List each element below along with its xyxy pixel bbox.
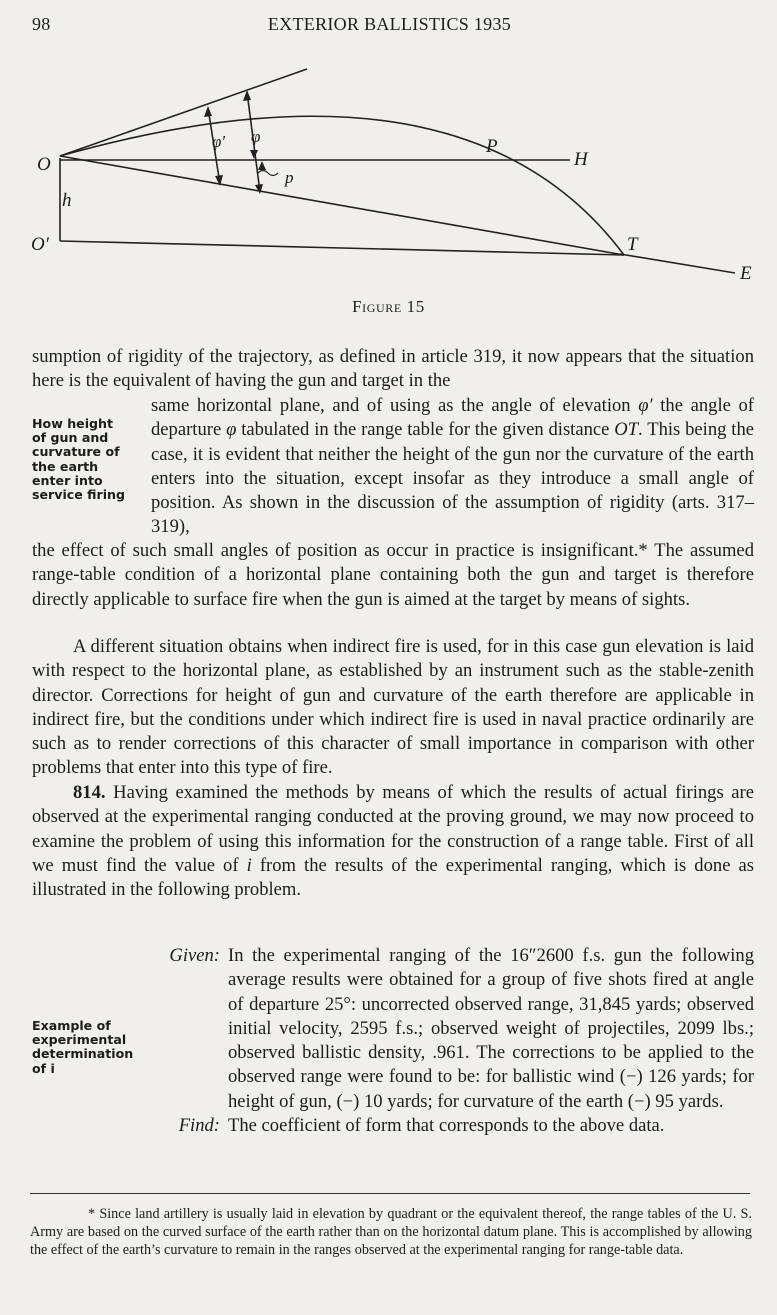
given-row (150, 944, 754, 1114)
figure-caption: Figure 15 (352, 297, 425, 316)
margin-note-height-curvature (32, 417, 125, 502)
text-run: tabulated in the range table for the given distance (236, 419, 615, 441)
label-E: E (740, 263, 752, 284)
line-of-departure (60, 69, 307, 156)
text-run: Having examined the methods by means of which the results of actual firings are observed at the experimental ranging conducted at the proving ground, we may now proceed to examine the problem of using this information for the construction of a range table. First of all we must find the value of (32, 782, 754, 876)
text-run: same horizontal plane, and of using as the angle of elevation (151, 395, 639, 416)
label-phi: φ (251, 127, 261, 146)
text-run: . This being the case, it is evident that neither the height of the gun nor the curvature of the earth enters into the situation, except insofar as they introduce a small angle of position. As shown in the discussion of the assumption of rigidity (arts. 317–319), (151, 419, 754, 538)
page-header (32, 14, 747, 38)
text-run: the angle of departure (151, 395, 754, 441)
paragraph-1-hanging (32, 394, 754, 540)
paragraph-2-text: A different situation obtains when indirect fire is used, for in this case gun elevation is laid with respect to the horizontal plane, as established by an instrument such as the stable-zenith director. Corrections for height of gun and curvature of the earth therefore are applicable in indirect fire, but the conditions under which indirect fire is used in naval practice ordinarily are such as to render corrections of this character of small importance in comparison with other problems that enter into this type of fire. (32, 636, 754, 779)
margin-note-example (32, 1019, 133, 1076)
margin-note-line: enter into (32, 472, 103, 488)
given-text: In the experimental ranging of the 16″2600 f.s. gun the following average results were obtained for a group of five shots fired at angle of departure 25°: uncorrected observed range, 31,845 yards; observed initial velocity, 2595 f.s.; observed weight of projectiles, 2099 lbs.; observed ballistic density, .961. The corrections to be applied to the observed range were found to be: for ballistic wind (−) 126 yards; for height of gun, (−) 10 yards; for curvature of the earth (−) 95 yards. (228, 945, 754, 1112)
label-P: P (486, 136, 498, 157)
symbol-i: i (246, 854, 252, 876)
label-O-prime: O′ (31, 234, 49, 255)
earth-surface-line (620, 254, 735, 273)
trajectory-curve (60, 116, 624, 255)
footnote: * Since land artillery is usually laid in elevation by quadrant or the equivalent thereof, the range tables of the U. S. Army are based on the curved surface of the earth rather than on the horizontal datum plane. This is accomplished by allowing the effect of the earth’s curvature to remain in the ranges observed at the experimental ranging for range-table data. (30, 1206, 752, 1259)
margin-note-line: How height (32, 416, 114, 431)
margin-note-line: curvature of (32, 444, 120, 460)
label-h: h (62, 190, 72, 211)
find-text: The coefficient of form that corresponds to the above data. (228, 1115, 665, 1137)
symbol-phi: φ (226, 419, 237, 441)
footnote-rule (30, 1193, 750, 1194)
margin-note-line: the earth (32, 458, 99, 474)
margin-note-line: Example of (32, 1018, 111, 1033)
find-label: Find: (178, 1115, 220, 1137)
running-title: EXTERIOR BALLISTICS 1935 (267, 14, 512, 34)
label-phi-prime: φ′ (212, 132, 226, 151)
margin-note-line: of i (32, 1060, 55, 1076)
find-row (150, 1114, 754, 1138)
paragraph-1-line-a: sumption of rigidity of the trajectory, as defined in article 319, it now appears that the situation here is the equivalent of having the gun and target in the (32, 346, 754, 392)
p-tilde (258, 171, 278, 176)
symbol-OT: OT (614, 419, 639, 441)
paragraph-1-end (32, 539, 754, 612)
symbol-phi-prime: φ′ (638, 395, 653, 416)
label-H: H (574, 149, 588, 170)
margin-note-line: service firing (32, 487, 126, 503)
margin-note-line: experimental (32, 1032, 127, 1048)
paragraph-1-line-c: the effect of such small angles of position as occur in practice is insignificant.* The assumed range-table condition of a horizontal plane containing both the gun and target is therefore directly applicable to surface fire when the gun is aimed at the target by means of sights. (32, 540, 754, 610)
margin-note-line: of gun and (32, 430, 109, 446)
paragraph-1-start (32, 345, 754, 394)
figure-15-diagram (0, 50, 777, 290)
article-number: 814. (73, 782, 106, 803)
paragraph-2 (32, 635, 754, 781)
given-label: Given: (169, 945, 220, 966)
label-p: p (285, 168, 294, 187)
problem-statement (150, 944, 754, 1138)
label-T: T (627, 234, 638, 255)
base-line (60, 241, 624, 255)
page-number: 98 (32, 14, 51, 34)
line-of-sight-OT (60, 156, 624, 255)
margin-note-line: determination (32, 1046, 134, 1062)
text-run: from the results of the experimental ranging, which is done as illustrated in the following problem. (32, 854, 754, 901)
label-O: O (37, 154, 51, 175)
paragraph-814 (32, 781, 754, 902)
